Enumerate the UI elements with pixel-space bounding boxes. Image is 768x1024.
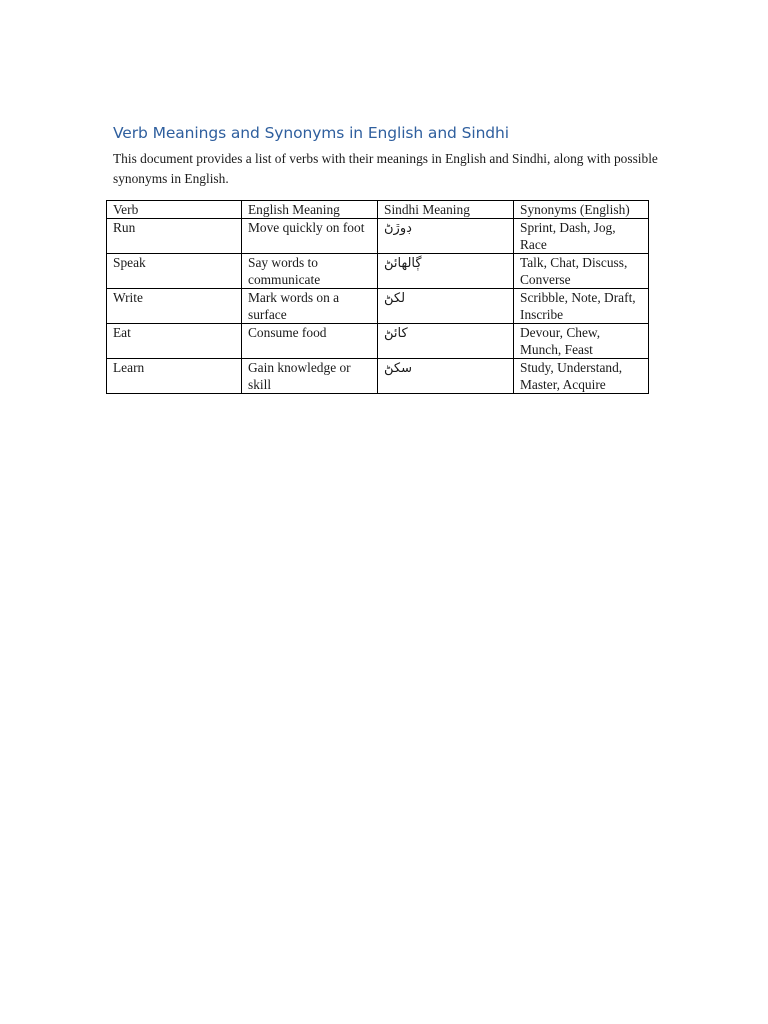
cell-sindhi-meaning xyxy=(378,254,514,289)
cell-verb: Speak xyxy=(107,254,242,289)
document-title: Verb Meanings and Synonyms in English and Sindhi xyxy=(113,124,509,142)
cell-sindhi-meaning xyxy=(378,359,514,394)
table-row xyxy=(107,219,649,254)
header-synonyms: Synonyms (English) xyxy=(514,201,649,219)
sindhi-text: ڳالهائڻ xyxy=(384,256,422,271)
cell-sindhi-meaning xyxy=(378,289,514,324)
cell-english-meaning: Move quickly on foot xyxy=(242,219,378,254)
header-verb: Verb xyxy=(107,201,242,219)
sindhi-text: سکڻ xyxy=(384,361,412,376)
sindhi-text: لکڻ xyxy=(384,291,406,306)
table-row xyxy=(107,324,649,359)
cell-verb: Run xyxy=(107,219,242,254)
cell-english-meaning: Gain knowledge or skill xyxy=(242,359,378,394)
cell-english-meaning: Mark words on a surface xyxy=(242,289,378,324)
cell-english-meaning: Consume food xyxy=(242,324,378,359)
sindhi-text: کائڻ xyxy=(384,326,408,341)
table-header-row xyxy=(107,201,649,219)
cell-english-meaning: Say words to communicate xyxy=(242,254,378,289)
cell-synonyms: Sprint, Dash, Jog, Race xyxy=(514,219,649,254)
table-row xyxy=(107,254,649,289)
cell-verb: Write xyxy=(107,289,242,324)
header-sindhi-meaning: Sindhi Meaning xyxy=(378,201,514,219)
table-row xyxy=(107,359,649,394)
cell-verb: Learn xyxy=(107,359,242,394)
cell-synonyms: Devour, Chew, Munch, Feast xyxy=(514,324,649,359)
document-intro: This document provides a list of verbs with their meanings in English and Sindhi, along with possible synonyms in English. xyxy=(113,151,658,186)
cell-synonyms: Talk, Chat, Discuss, Converse xyxy=(514,254,649,289)
cell-sindhi-meaning xyxy=(378,219,514,254)
sindhi-text: ڊوڙڻ xyxy=(384,221,412,236)
verb-table xyxy=(106,200,649,394)
cell-synonyms: Study, Understand, Master, Acquire xyxy=(514,359,649,394)
header-english-meaning: English Meaning xyxy=(242,201,378,219)
cell-synonyms: Scribble, Note, Draft, Inscribe xyxy=(514,289,649,324)
table-row xyxy=(107,289,649,324)
cell-sindhi-meaning xyxy=(378,324,514,359)
cell-verb: Eat xyxy=(107,324,242,359)
